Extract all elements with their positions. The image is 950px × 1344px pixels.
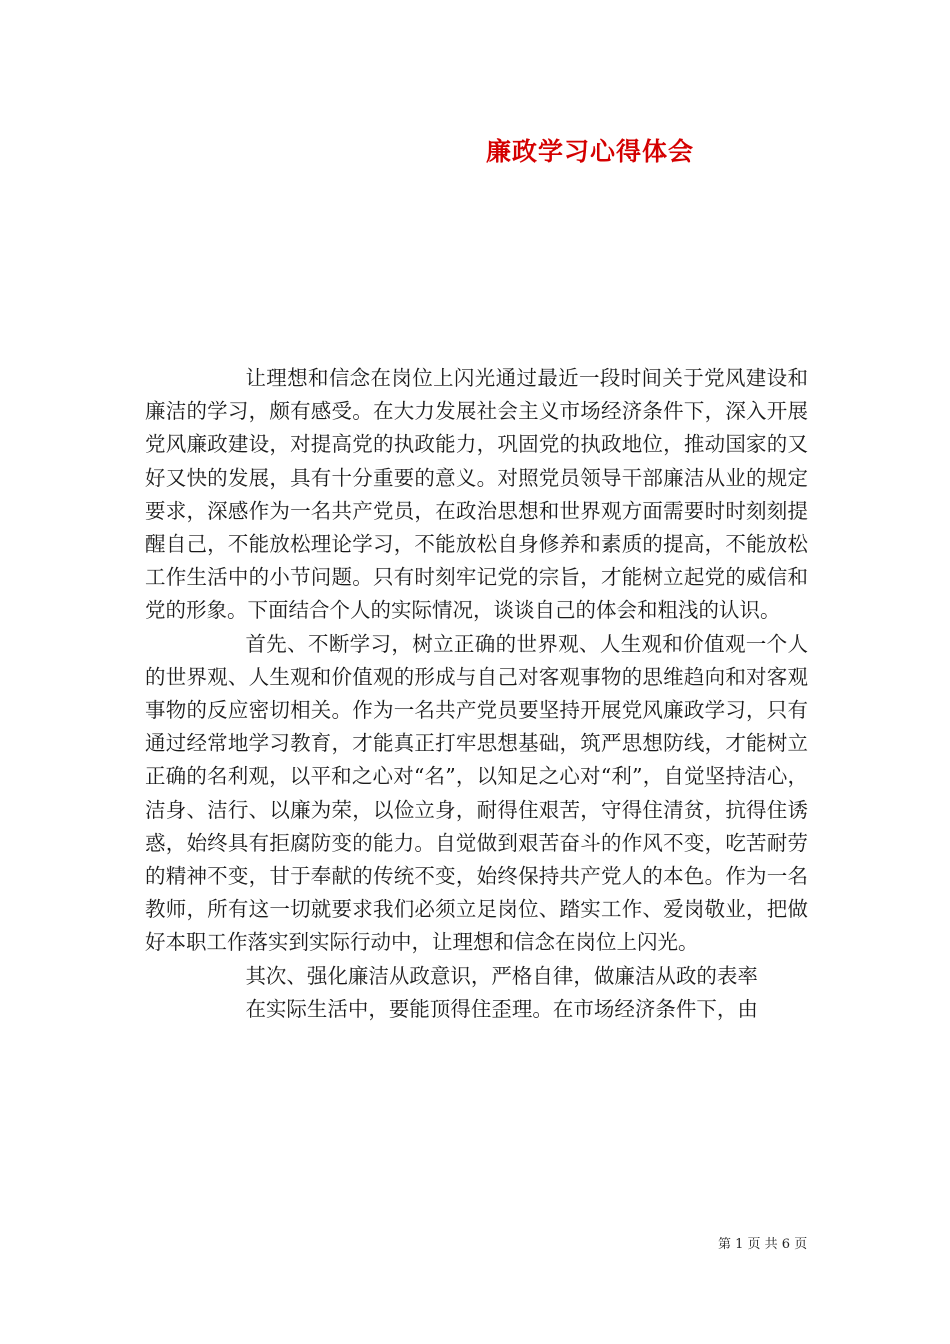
paragraph-first-point: 首先、不断学习，树立正确的世界观、人生观和价值观一个人的世界观、人生观和价值观的形成与自己对客观事物的思维趋向和对客观事物的反应密切相关。作为一名共产党员要坚持开展党风廉政学习，只有通过经常地学习教育，才能真正打牢思想基础，筑严思想防线，才能树立正确的名利观，以平和之心对“名”，以知足之心对“利”，自觉坚持洁心，洁身、洁行、以廉为荣，以俭立身，耐得住艰苦，守得住清贫，抗得住诱惑，始终具有拒腐防变的能力。自觉做到艰苦奋斗的作风不变，吃苦耐劳的精神不变，甘于奉献的传统不变，始终保持共产党人的本色。作为一名教师，所有这一切就要求我们必须立足岗位、踏实工作、爱岗敬业，把做好本职工作落实到实际行动中，让理想和信念在岗位上闪光。: [145, 631, 808, 955]
document-body: [145, 362, 808, 1026]
paragraph-second-point-body: 在实际生活中，要能顶得住歪理。在市场经济条件下，由: [245, 996, 758, 1021]
paragraph-intro: 让理想和信念在岗位上闪光通过最近一段时间关于党风建设和廉洁的学习，颇有感受。在大力发展社会主义市场经济条件下，深入开展党风廉政建设，对提高党的执政能力，巩固党的执政地位，推动国家的又好又快的发展，具有十分重要的意义。对照党员领导干部廉洁从业的规定要求，深感作为一名共产党员，在政治思想和世界观方面需要时时刻刻提醒自己，不能放松理论学习，不能放松自身修养和素质的提高，不能放松工作生活中的小节问题。只有时刻牢记党的宗旨，才能树立起党的威信和党的形象。下面结合个人的实际情况，谈谈自己的体会和粗浅的认识。: [145, 366, 808, 623]
paragraph-second-point-heading: 其次、强化廉洁从政意识，严格自律，做廉洁从政的表率: [245, 963, 758, 988]
document-title: 廉政学习心得体会: [485, 137, 694, 166]
page-number-footer: 第 1 页 共 6 页: [718, 1237, 808, 1252]
